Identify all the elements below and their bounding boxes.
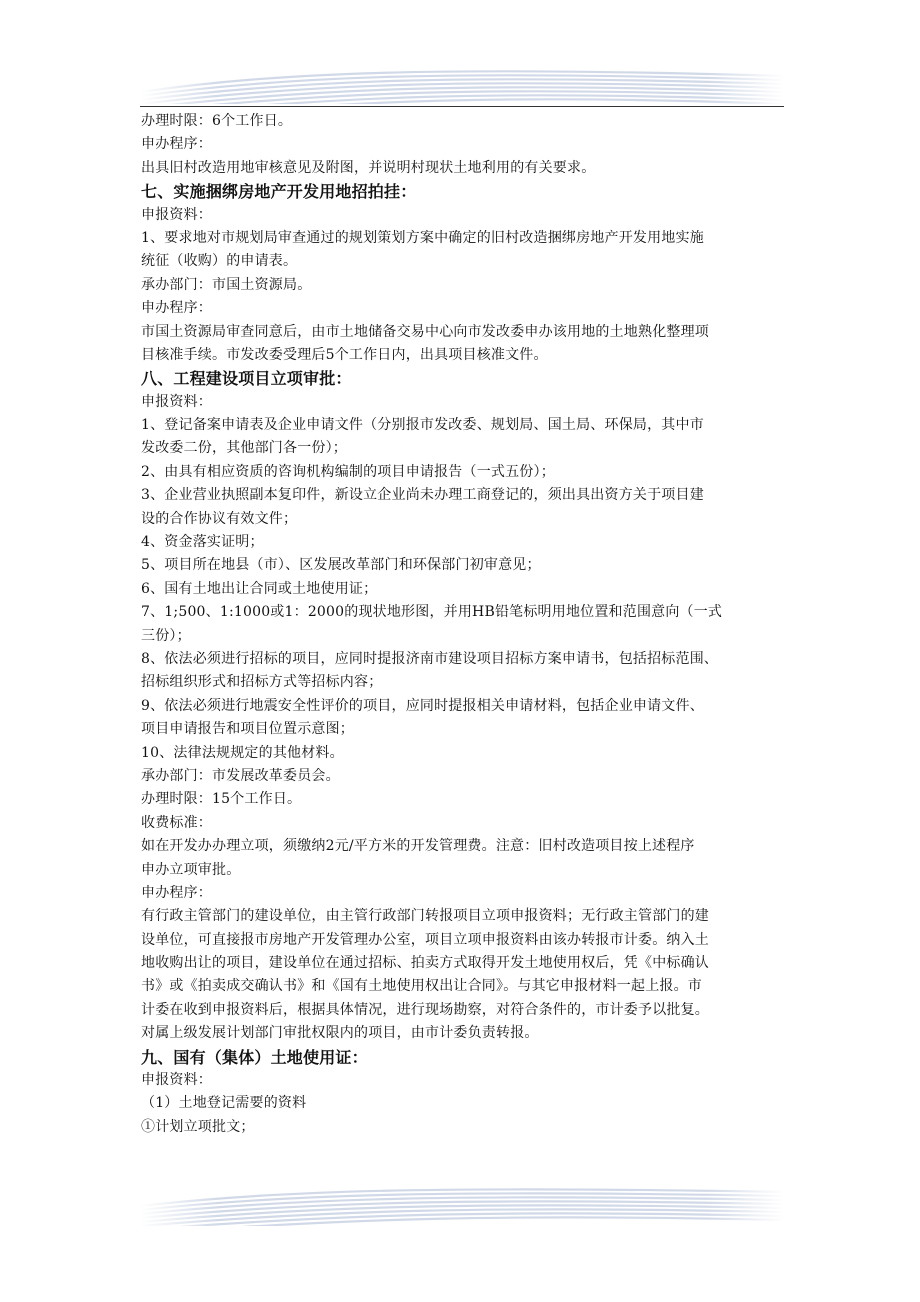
body-line: 三份）； — [141, 627, 191, 644]
body-line: 申报资料： — [141, 206, 212, 223]
body-line: 设单位，可直接报市房地产开发管理办公室，项目立项申报资料由该办转报市计委。纳入土 — [141, 931, 709, 948]
body-line: 申报资料： — [141, 1072, 212, 1089]
body-line: ①计划立项批文； — [141, 1118, 255, 1135]
body-line: 发改委二份，其他部门各一份）； — [141, 440, 347, 457]
body-line: 申办程序： — [141, 136, 212, 153]
body-line: 办理时限：6个工作日。 — [141, 113, 293, 129]
section-heading: 八、工程建设项目立项审批： — [141, 369, 352, 389]
body-line: 申办立项审批。 — [141, 861, 241, 878]
body-line: 目核准手续。市发改委受理后5个工作日内，出具项目核准文件。 — [141, 346, 548, 363]
body-line: 项目申请报告和项目位置示意图； — [141, 721, 354, 738]
body-line: 申办程序： — [141, 300, 212, 317]
body-line: 1、要求地对市规划局审查通过的规划策划方案中确定的旧村改造捆绑房地产开发用地实施 — [141, 229, 704, 246]
body-line: 如在开发办办理立项，须缴纳2元/平方米的开发管理费。注意：旧村改造项目按上述程序 — [141, 838, 695, 855]
body-line: 计委在收到申报资料后，根据具体情况，进行现场勘察，对符合条件的，市计委予以批复。 — [141, 1001, 709, 1018]
body-line: 收费标准： — [141, 814, 212, 831]
body-line: 9、依法必须进行地震安全性评价的项目，应同时提报相关申请材料，包括企业申请文件、 — [141, 697, 704, 714]
body-line: 对属上级发展计划部门审批权限内的项目，由市计委负责转报。 — [141, 1025, 539, 1042]
header-banner — [140, 62, 784, 104]
body-line: 出具旧村改造用地审核意见及附图，并说明村现状土地利用的有关要求。 — [141, 159, 596, 176]
body-line: 4、资金落实证明； — [141, 534, 264, 551]
body-line: （1）土地登记需要的资料 — [141, 1095, 307, 1112]
body-line: 5、项目所在地县（市）、区发展改革部门和环保部门初审意见； — [141, 557, 541, 574]
body-line: 市国土资源局审查同意后，由市土地储备交易中心向市发改委申办该用地的土地熟化整理项 — [141, 323, 709, 340]
body-line: 办理时限：15个工作日。 — [141, 791, 302, 808]
body-line: 承办部门：市国土资源局。 — [141, 276, 312, 293]
body-line: 2、由具有相应资质的咨询机构编制的项目申请报告（一式五份）； — [141, 463, 555, 480]
body-line: 统征（收购）的申请表。 — [141, 253, 298, 270]
section-heading: 七、实施捆绑房地产开发用地招拍挂： — [141, 182, 417, 202]
body-line: 有行政主管部门的建设单位，由主管行政部门转报项目立项申报资料；无行政主管部门的建 — [141, 908, 709, 925]
body-line: 1、登记备案申请表及企业申请文件（分别报市发改委、规划局、国土局、环保局，其中市 — [141, 417, 704, 434]
body-line: 地收购出让的项目，建设单位在通过招标、拍卖方式取得开发土地使用权后，凭《中标确认 — [141, 955, 709, 972]
body-line: 7、1;500、1:1000或1：2000的现状地形图，并用HB铅笔标明用地位置和范围意向（一式 — [141, 604, 723, 621]
document-body — [141, 110, 786, 1139]
body-line: 申报资料： — [141, 393, 212, 410]
body-line: 书》或《拍卖成交确认书》和《国有土地使用权出让合同》。与其它申报材料一起上报。市 — [141, 978, 702, 995]
section-heading: 九、国有（集体）土地使用证： — [141, 1047, 368, 1067]
body-line: 招标组织形式和招标方式等招标内容； — [141, 674, 383, 691]
body-line: 承办部门：市发展改革委员会。 — [141, 767, 340, 784]
footer-banner — [140, 1184, 784, 1226]
body-line: 10、法律法规规定的其他材料。 — [141, 744, 344, 761]
body-line: 6、国有土地出让合同或土地使用证； — [141, 580, 378, 597]
body-line: 3、企业营业执照副本复印件，新设立企业尚未办理工商登记的，须出具出资方关于项目建 — [141, 487, 704, 504]
header-rule — [140, 106, 784, 107]
body-line: 设的合作协议有效文件； — [141, 510, 298, 527]
body-line: 申办程序： — [141, 884, 212, 901]
body-line: 8、依法必须进行招标的项目，应同时提报济南市建设项目招标方案申请书，包括招标范围、 — [141, 650, 719, 667]
